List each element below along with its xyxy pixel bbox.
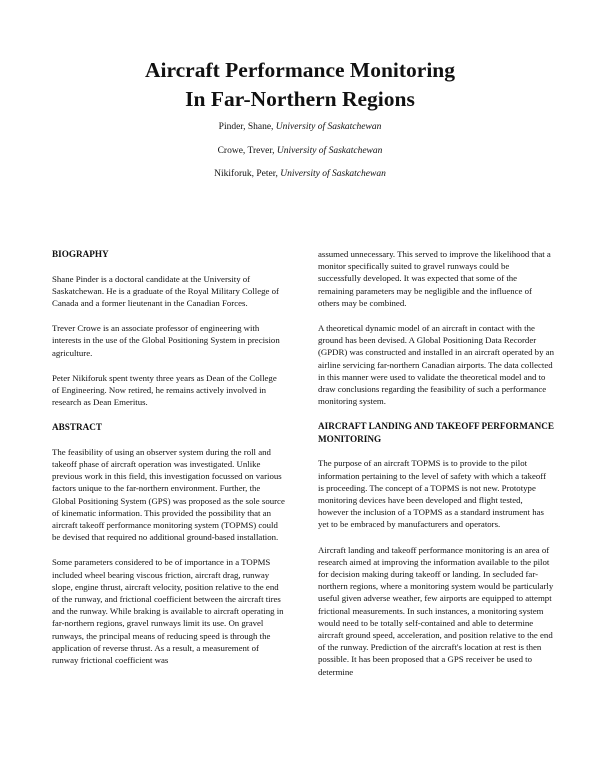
abstract-paragraph-1: The feasibility of using an observer system during the roll and takeoff phase of aircraft operation was investigated. Unlike previous work in this field, this investigation focussed on various factors unique to the far-northern environment. Further, the Global Positioning System (GPS) was proposed as the sole source of kinematic information. This provided the possibility that an aircraft takeoff performance monitoring system (TOPMS) could be devised that required no additional ground-based installation. <box>52 446 285 543</box>
paper-title <box>0 56 600 114</box>
abstract-heading: ABSTRACT <box>52 422 103 433</box>
body-paragraph-4: Aircraft landing and takeoff performance monitoring is an area of research aimed at improving the information available to the pilot for decision making during takeoff or landing. In secluded far-northern regions, where a monitoring system would be particularly useful given adverse weather, few airports are equipped to attempt frictional measurements. In such instances, a monitoring system would need to be totally self-contained and able to determine aircraft ground speed, acceleration, and position relative to the end of the runway. Prediction of the aircraft's location at rest is then possible. It has been proposed that a GPS receiver be used to determine <box>318 544 554 677</box>
left-column <box>52 248 286 666</box>
author-line-3 <box>0 168 600 180</box>
bio-paragraph-crowe: Trever Crowe is an associate professor of engineering with interests in the use of the Global Positioning System in precision agriculture. <box>52 323 280 358</box>
author-name: Nikiforuk, Peter, <box>214 169 281 179</box>
bio-paragraph-pinder: Shane Pinder is a doctoral candidate at the University of Saskatchewan. He is a graduate of the Royal Military College of Canada and a former lieutenant in the Canadian Forces. <box>52 273 279 308</box>
section-heading-landing-takeoff: AIRCRAFT LANDING AND TAKEOFF PERFORMANCE MONITORING <box>318 421 554 444</box>
author-line-1 <box>0 121 600 133</box>
author-name: Crowe, Trever, <box>217 146 277 156</box>
author-affiliation: University of Saskatchewan <box>280 169 386 179</box>
bio-paragraph-nikiforuk: Peter Nikiforuk spent twenty three years as Dean of the College of Engineering. Now retired, he remains actively involved in research as Dean Emeritus. <box>52 372 277 408</box>
author-name: Pinder, Shane, <box>218 122 276 132</box>
right-column <box>318 248 554 678</box>
biography-heading: BIOGRAPHY <box>52 249 109 259</box>
title-line-1: Aircraft Performance Monitoring <box>144 58 456 82</box>
author-affiliation: University of Saskatchewan <box>276 146 383 156</box>
title-line-2: In Far-Northern Regions <box>185 87 415 111</box>
body-paragraph-2: A theoretical dynamic model of an aircraft in contact with the ground has been devised. A Global Positioning Data Recorder (GPDR) was constructed and installed in an aircraft operated by an airline servicing far-northern Canadian airports. The data collected in this manner were used to validate the theoretical model and to draw conclusions regarding the feasibility of such a performance monitoring system. <box>318 323 554 407</box>
author-affiliation: University of Saskatchewan <box>275 122 382 132</box>
body-paragraph-1: assumed unnecessary. This served to improve the likelihood that a monitor specifically suited to gravel runways could be successfully developed. It was expected that some of the remaining parameters may be negligible and the influence of others may be combined. <box>318 249 551 308</box>
author-line-2 <box>0 145 600 157</box>
body-paragraph-3: The purpose of an aircraft TOPMS is to provide to the pilot information pertaining to the level of safety with which a takeoff is proceeding. The concept of a TOPMS is not new. Prototype monitoring devices have been developed and flight tested, however the inclusion of a TOPMS as a standard instrument has yet to be embraced by manufacturers and operators. <box>318 458 546 530</box>
abstract-paragraph-2: Some parameters considered to be of importance in a TOPMS included wheel bearing viscous friction, aircraft drag, runway slope, engine thrust, aircraft velocity, position relative to the end of the runway, and frictional coefficient between the aircraft tires and the runway. While braking is available to aircraft operating in far-northern regions, gravel runways limit its use. On gravel runways, the principal means of reducing speed is through the application of reverse thrust. As a result, a measurement of runway frictional coefficient was <box>52 557 284 666</box>
